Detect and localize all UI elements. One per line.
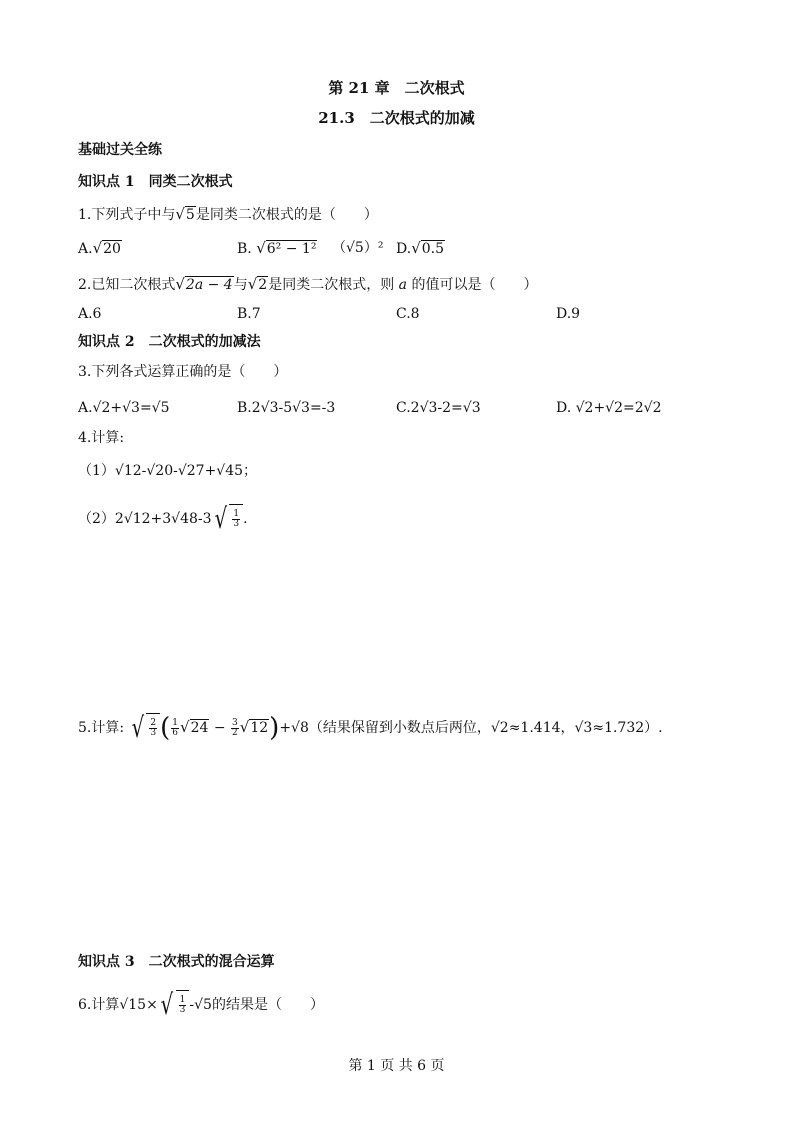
question-6: 6.计算√15× √ $\frac{1}{3}$ -√5的结果是（ ）	[78, 988, 324, 1021]
q1-stem-a: 1.下列式子中与	[78, 207, 176, 223]
question-3-stem: 3.下列各式运算正确的是（ ）	[78, 364, 288, 380]
q1-stem-b: 是同类二次根式的是（ ）	[195, 207, 378, 223]
knowledge-point-2: 知识点 2 二次根式的加减法	[78, 334, 261, 350]
section-title: 21.3 二次根式的加减	[318, 109, 475, 127]
q2-option-a: A.6	[78, 306, 102, 322]
part-heading: 基础过关全练	[78, 142, 162, 158]
page-footer: 第 1 页 共 6 页	[348, 1058, 445, 1074]
q4-root-fraction: √ $\frac{1}{3}$	[212, 504, 244, 534]
q1-option-a: A.√20	[78, 239, 121, 257]
q1-radical: √5	[175, 205, 195, 223]
q4-part-1: （1）√12-√20-√27+√45；	[78, 463, 258, 479]
question-1-stem	[78, 204, 378, 225]
q1-option-b: B. √6² − 1²	[237, 239, 317, 257]
chapter-title: 第 21 章 二次根式	[328, 79, 465, 97]
question-5: 5.计算: √ $\frac{2}{3}$ ( $\frac{1}{6}$ √24 − $\frac{3}{2}$ √12)+√8（结果保留到小数点后两位，√2≈1.414，√3≈1.732）.	[78, 711, 663, 744]
q4-part-2: （2）2√12+3√48-3 √ $\frac{1}{3}$ .	[78, 502, 248, 535]
q3-option-c: C.2√3-2=√3	[396, 400, 481, 416]
q2-option-d: D.9	[556, 306, 581, 322]
question-2-stem: 2.已知二次根式√2a − 4与√2是同类二次根式，则 a 的值可以是（ ）	[78, 275, 538, 293]
q3-option-a: A.√2+√3=√5	[78, 400, 170, 416]
q1-option-d: D.√0.5	[396, 239, 445, 257]
question-4-stem: 4.计算:	[78, 430, 125, 446]
q1-option-c: （√5）²	[332, 240, 384, 256]
knowledge-point-3: 知识点 3 二次根式的混合运算	[78, 954, 275, 970]
q2-option-c: C.8	[396, 306, 420, 322]
knowledge-point-1: 知识点 1 同类二次根式	[78, 174, 233, 190]
q2-option-b: B.7	[237, 306, 261, 322]
q3-option-d: D. √2+√2=2√2	[556, 400, 662, 416]
q3-option-b: B.2√3-5√3=-3	[237, 400, 336, 416]
